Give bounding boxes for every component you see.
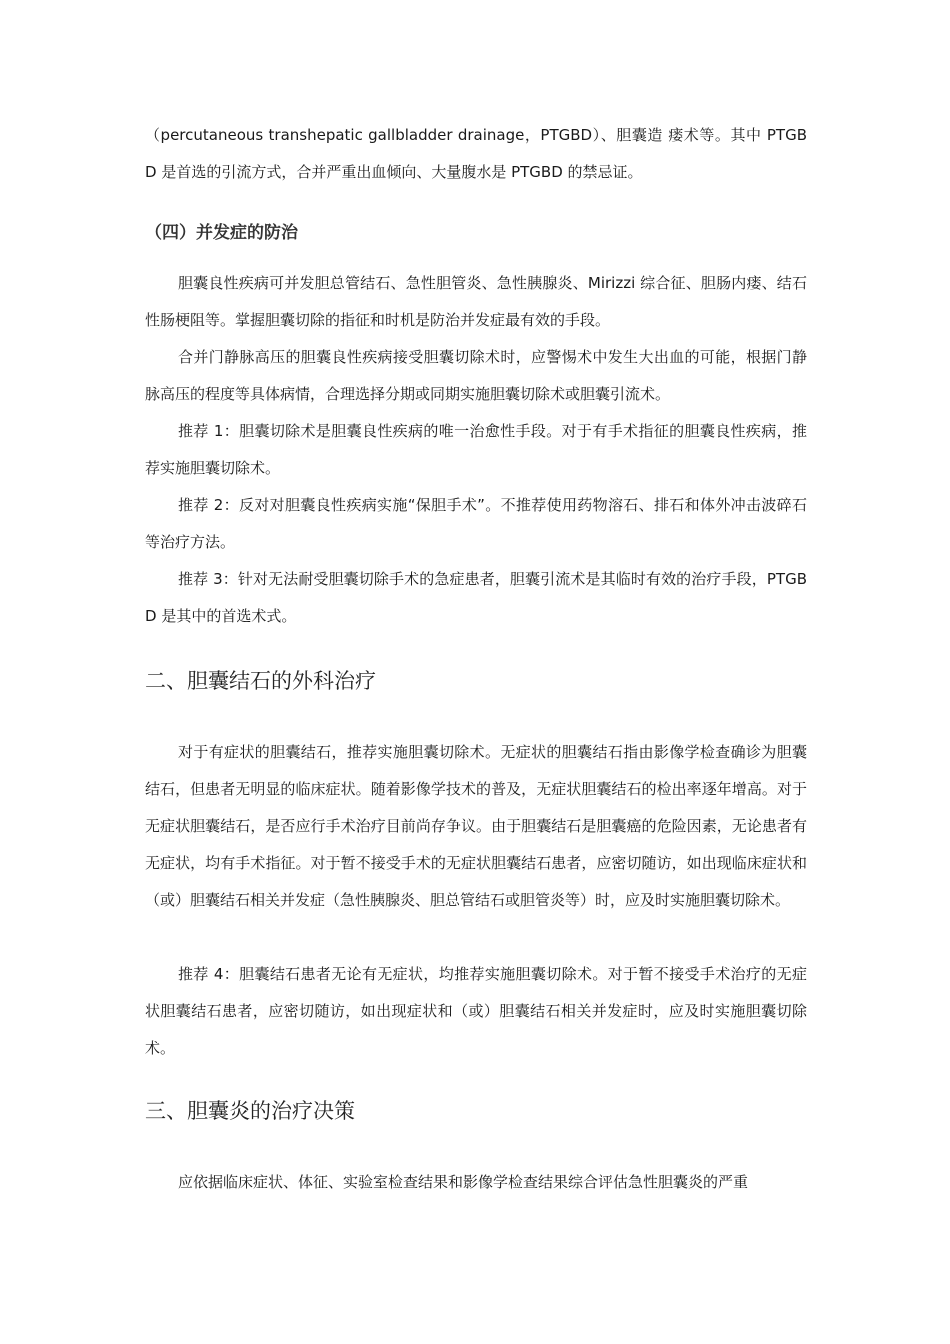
paragraph-recommendation-3: 推荐 3：针对无法耐受胆囊切除手术的急症患者，胆囊引流术是其临时有效的治疗手段，PTGBD 是其中的首选术式。 [145, 570, 807, 625]
section-heading-cholecystitis: 三、胆囊炎的治疗决策 [145, 1099, 355, 1123]
paragraph-recommendation-4: 推荐 4：胆囊结石患者无论有无症状，均推荐实施胆囊切除术。对于暂不接受手术治疗的无症状胆囊结石患者，应密切随访，如出现症状和（或）胆囊结石相关并发症时，应及时实施胆囊切除术。 [145, 965, 807, 1057]
paragraph-recommendation-1: 推荐 1：胆囊切除术是胆囊良性疾病的唯一治愈性手段。对于有手术指征的胆囊良性疾病，推荐实施胆囊切除术。 [145, 422, 807, 477]
paragraph-gallstone-treatment: 对于有症状的胆囊结石，推荐实施胆囊切除术。无症状的胆囊结石指由影像学检查确诊为胆囊结石，但患者无明显的临床症状。随着影像学技术的普及，无症状胆囊结石的检出率逐年增高。对于无症状胆囊结石，是否应行手术治疗目前尚存争议。由于胆囊结石是胆囊癌的危险因素，无论患者有无症状，均有手术指征。对于暂不接受手术的无症状胆囊结石患者，应密切随访，如出现临床症状和（或）胆囊结石相关并发症（急性胰腺炎、胆总管结石或胆管炎等）时，应及时实施胆囊切除术。 [145, 743, 807, 909]
paragraph-cholecystitis-assessment: 应依据临床症状、体征、实验室检查结果和影像学检查结果综合评估急性胆囊炎的严重 [178, 1173, 749, 1191]
paragraph-portal-hypertension: 合并门静脉高压的胆囊良性疾病接受胆囊切除术时，应警惕术中发生大出血的可能，根据门静脉高压的程度等具体病情，合理选择分期或同期实施胆囊切除术或胆囊引流术。 [145, 348, 807, 403]
subheading-complications: （四）并发症的防治 [145, 223, 298, 243]
paragraph-recommendation-2: 推荐 2：反对对胆囊良性疾病实施“保胆手术”。不推荐使用药物溶石、排石和体外冲击波碎石等治疗方法。 [145, 496, 807, 551]
section-heading-gallstone-surgery: 二、胆囊结石的外科治疗 [145, 669, 376, 693]
paragraph-ptgbd-intro: （percutaneous transhepatic gallbladder drainage，PTGBD）、胆囊造 瘘术等。其中 PTGBD 是首选的引流方式，合并严重出血倾向、大量腹水是 PTGBD 的禁忌证。 [145, 126, 807, 181]
paragraph-complications: 胆囊良性疾病可并发胆总管结石、急性胆管炎、急性胰腺炎、Mirizzi 综合征、胆肠内瘘、结石性肠梗阻等。掌握胆囊切除的指征和时机是防治并发症最有效的手段。 [145, 274, 807, 329]
